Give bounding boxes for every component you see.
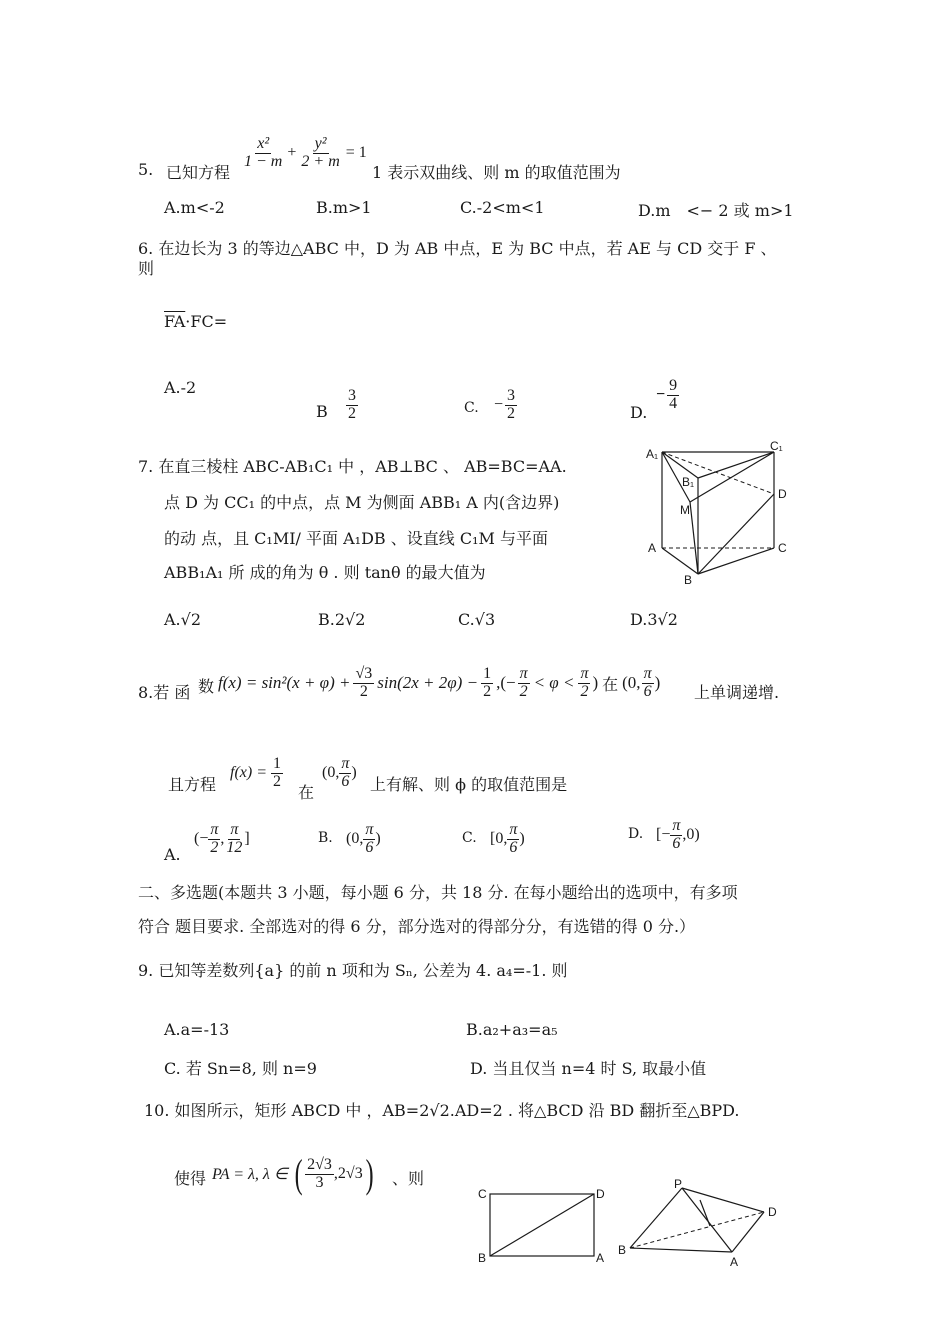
q8-d-pi: π [672,816,681,834]
q6-c-num: 3 [507,387,516,404]
q9-option-d: D. 当且仅当 n=4 时 S, 取最小值 [470,1059,707,1078]
q8-eq2-pi: π [341,754,350,772]
q8-eq2-num: 1 [273,754,281,772]
q10-line2-pre: 使得 [174,1169,207,1188]
fig10b-label-d: D [768,1205,777,1219]
fig7-label-c: C [778,541,787,555]
q8-f4: < φ < [533,673,575,692]
q5-stem-post: 1 表示双曲线、则 m 的取值范围为 [372,163,621,182]
q8-one: 1 [483,664,492,682]
q7-stem-line1: 7. 在直三棱柱 ABC-AB₁C₁ 中 ，AB⊥BC 、 AB=BC=AA. [138,457,567,476]
q8-line2-post: 上有解、则 ϕ 的取值范围是 [370,775,568,794]
q8-f2: sin(2x + 2φ) − [377,673,479,692]
q6-vector-fa: $\overline{FA}$ [164,312,186,331]
q5-option-a: A.m<-2 [164,198,225,217]
fig7-label-d: D [778,487,787,501]
q5-plus: + [287,144,297,161]
q8-eq2-interval-close: ) [351,764,357,781]
q8-sqrt3: √3 [355,664,373,682]
q5-eq: = 1 [345,144,367,161]
q6-b-den: 2 [348,404,356,422]
q8-zai: 在 [602,674,619,694]
q5-stem-pre: 已知方程 [166,163,231,182]
q8-eq2-den: 2 [273,772,281,790]
q8-a-pi2: π [230,820,239,838]
q8-interval-close: ) [654,673,661,692]
q5-option-b: B.m>1 [316,198,372,217]
section2-line1: 二、多选题(本题共 3 小题，每小题 6 分，共 18 分. 在每小题给出的选项中，有多项 [138,883,738,902]
q7-stem-line4: ABB₁A₁ 所 成的角为 θ . 则 tanθ 的最大值为 [164,563,486,582]
fig10b-label-b: B [618,1243,627,1257]
q6-expression-rest: ·FC= [185,312,228,331]
q6-c-den: 2 [507,404,516,422]
q8-option-a-value: (− $\frac{\pi}{2}$ , $\frac{\pi}{12}$ ] [194,820,250,856]
q8-a-pi1: π [210,820,219,838]
q8-d-six: 6 [672,834,681,852]
fig10a-label-d: D [596,1187,605,1201]
q5-den1: 1 − m [244,152,283,170]
q8-six: 6 [643,682,652,700]
q7-stem-line2: 点 D 为 CC₁ 的中点，点 M 为侧面 ABB₁ A 内(含边界) [164,493,560,512]
prism-figure [640,438,790,586]
q8-c-pi: π [509,820,518,838]
q8-two-d: 2 [580,682,589,700]
q8-pi-a: π [519,664,528,682]
q7-option-c: C.√3 [458,610,496,629]
q10-upper: 2√3 [337,1165,363,1182]
fig7-label-a1: A₁ [646,447,659,461]
fig10b-label-a: A [730,1255,739,1268]
q8-eq2: f(x) = [230,764,267,781]
section2-line2: 符合 题目要求. 全部选对的得 6 分，部分选对的得部分分，有选错的得 0 分.） [138,917,696,936]
q6-option-a: A.-2 [164,378,197,397]
q10-pa: PA = λ, λ ∈ [212,1166,288,1183]
q8-equation2 [230,748,283,798]
q5-number: 5. [138,160,154,179]
q8-pi-b: π [580,664,589,682]
q9-stem: 9. 已知等差数列{a} 的前 n 项和为 Sₙ, 公差为 4. a₄=-1. 则 [138,961,568,980]
q10-expression: PA = λ, λ ∈ ( $\frac{2√3}{3}$ , 2√3 ) [212,1151,374,1196]
fig7-label-c1: C₁ [770,439,783,453]
folded-figure [616,1178,788,1268]
fig10a-label-b: B [478,1251,487,1265]
q6-c-sign: − [494,396,504,414]
q8-interval-open: (0, [622,673,641,692]
q6-stem-line2: 则 [138,259,155,278]
q7-option-b: B.2√2 [318,610,366,629]
q6-d-num: 9 [669,377,678,394]
q8-f5: ) [592,673,599,692]
q10-frac-den: 3 [315,1173,324,1191]
q6-stem-line1: 6. 在边长为 3 的等边△ABC 中，D 为 AB 中点，E 为 BC 中点，若 AE 与 CD 交于 F 、 [138,239,777,258]
q5-formula [242,130,367,176]
q8-option-d-value: [− $\frac{\pi}{6}$ ,0) [656,816,700,852]
q6-option-c-value [494,388,517,423]
q8-option-b-label: B. [318,830,333,846]
q10-comma: , [333,1165,338,1182]
q8-shu: 数 [198,677,215,696]
q8-f3: ,(− [496,673,516,692]
q6-option-c-label: C. [464,400,479,416]
fig7-label-a: A [648,541,657,555]
fig7-label-m: M [680,503,690,517]
fig10a-label-a: A [596,1251,605,1265]
q8-option-a-label: A. [164,845,181,864]
q8-b-six: 6 [365,838,374,856]
fig7-label-b1: B₁ [682,475,695,489]
q8-eq2-interval-open: (0, [322,764,340,781]
q8-two-c: 2 [519,682,528,700]
q5-option-c: C.-2<m<1 [460,198,545,217]
q8-eq2-zai: 在 [298,783,315,802]
fig10a-label-c: C [478,1187,487,1201]
q8-pi-c: π [643,664,652,682]
q8-function [218,658,660,708]
q10-line2-post: 、则 [392,1169,425,1188]
q8-two-a: 2 [359,682,368,700]
q8-two-b: 2 [483,682,492,700]
q8-a-two: 2 [210,838,219,856]
fig7-label-b: B [684,573,693,586]
q5-x2: x² [257,134,270,152]
fig10b-label-p: P [674,1178,683,1191]
q8-option-d-label: D. [628,826,644,842]
q6-b-num: 3 [348,387,356,404]
q6-expression [164,312,227,331]
q10-frac-num: 2√3 [307,1155,332,1173]
q7-stem-line3: 的动 点，且 C₁MI/ 平面 A₁DB 、设直线 C₁M 与平面 [164,529,548,548]
q5-y2: y² [314,134,327,152]
q5-option-d: D.m <− 2 或 m>1 [638,201,794,220]
q6-option-d-label: D. [630,403,648,422]
q7-option-d: D.3√2 [630,610,678,629]
q8-eq2-six: 6 [341,772,350,790]
q10-stem: 10. 如图所示，矩形 ABCD 中 ，AB=2√2.AD=2 . 将△BCD 沿 BD 翻折至△BPD. [144,1101,740,1120]
rectangle-figure [474,1182,610,1268]
q8-pre: 8.若 函 [138,683,191,702]
q9-option-a: A.a=-13 [164,1020,230,1039]
q8-c-six: 6 [509,838,518,856]
q8-option-c-value: [0, $\frac{\pi}{6}$ ) [490,820,525,856]
q8-b-pi: π [365,820,374,838]
q6-d-den: 4 [669,394,678,412]
q9-option-b: B.a₂+a₃=a₅ [466,1020,558,1039]
q8-f1: f(x) = sin²(x + φ) + [218,673,351,692]
q8-option-b-value: (0, $\frac{\pi}{6}$ ) [346,820,381,856]
q6-d-sign: − [656,386,666,404]
q8-option-c-label: C. [462,830,477,846]
q5-den2: 2 + m [301,152,340,170]
q6-option-b-value [346,388,358,423]
q6-option-d-value [656,378,679,413]
q6-option-b-label: B [316,402,328,421]
q8-line2-pre: 且方程 [168,775,217,794]
q8-eq2-interval [322,748,357,798]
q8-a-twelve: 12 [226,838,243,856]
q9-option-c: C. 若 Sn=8, 则 n=9 [164,1059,317,1078]
q8-post: 上单调递增. [694,683,780,702]
q7-option-a: A.√2 [164,610,202,629]
